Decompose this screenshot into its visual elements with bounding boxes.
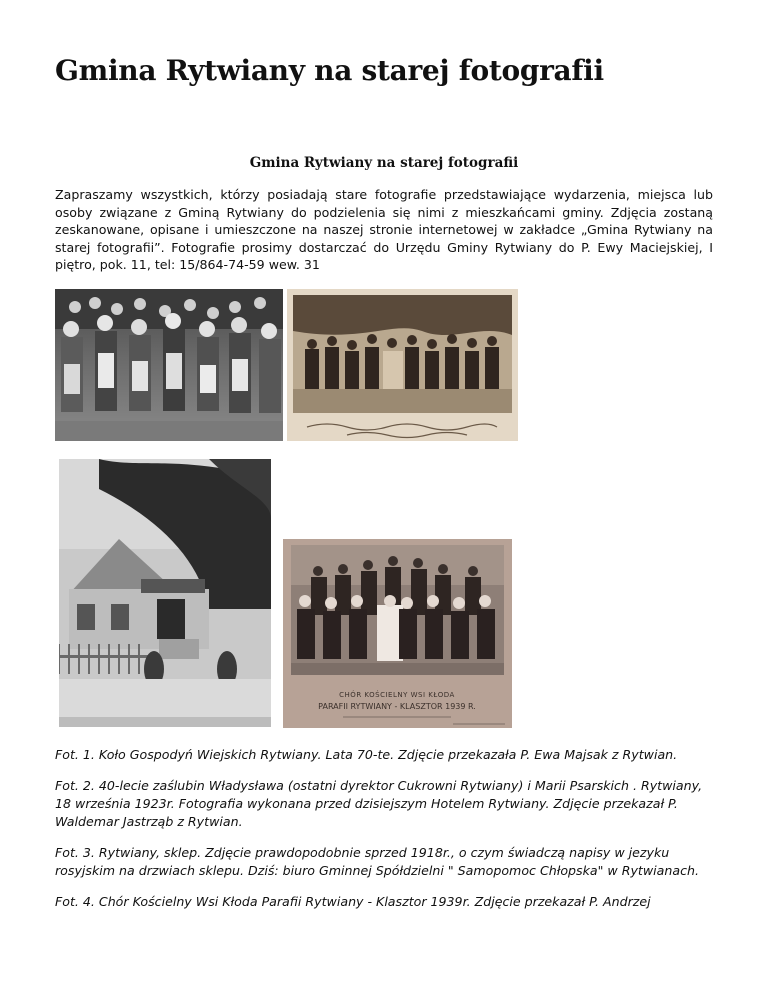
document-subtitle: Gmina Rytwiany na starej fotografii <box>249 155 519 171</box>
page-title: Gmina Rytwiany na starej fotografii <box>55 54 604 87</box>
choir-mount-line-2: PARAFII RYTWIANY - KLASZTOR 1939 R. <box>318 702 476 711</box>
photo-psarscy-anniversary <box>287 289 518 441</box>
caption-fot-2: Fot. 2. 40-lecie zaślubin Władysława (ostatni dyrektor Cukrowni Rytwiany) i Marii Psarskich . Rytwiany, 18 września 1923r. Fotografia wykonana przed dzisiejszym Hotelem Rytwiany. Zdjęcie przekazał P. Waldemar Jastrząb z Rytwian. <box>55 777 703 830</box>
caption-fot-4: Fot. 4. Chór Kościelny Wsi Kłoda Parafii Rytwiany - Klasztor 1939r. Zdjęcie przekazał P. Andrzej <box>55 893 651 909</box>
photo-kgw-rytwiany <box>55 289 283 441</box>
caption-fot-1: Fot. 1. Koło Gospodyń Wiejskich Rytwiany. Lata 70-te. Zdjęcie przekazała P. Ewa Majsak z Rytwian. <box>55 747 678 762</box>
photo-captions <box>55 746 715 923</box>
intro-paragraph: Zapraszamy wszystkich, którzy posiadają stare fotografie przedstawiające wydarzenia, miejsca lub osoby związane z Gminą Rytwiany do podzielenia się nimi z mieszkańcami gminy. Zdjęcia zostaną zeskanowane, opisane i umieszczone na naszej stronie internetowej w zakładce „Gmina Rytwiany na starej fotografii”. Fotografie prosimy dostarczać do Urzędu Gminy Rytwiany do P. Ewy Maciejskiej, I piętro, pok. 11, tel: 15/864-74-59 wew. 31 <box>55 187 713 273</box>
choir-mount-line-1: CHÓR KOŚCIELNY WSI KŁODA <box>339 691 455 699</box>
photo-shop-building <box>59 459 271 727</box>
caption-fot-3: Fot. 3. Rytwiany, sklep. Zdjęcie prawdopodobnie sprzed 1918r., o czym świadczą napisy w jezyku rosyjskim na drzwiach sklepu. Dziś: biuro Gminnej Spółdzielni " Samopomoc Chłopska" w Rytwianach. <box>55 844 699 879</box>
photo-church-choir <box>283 539 512 728</box>
